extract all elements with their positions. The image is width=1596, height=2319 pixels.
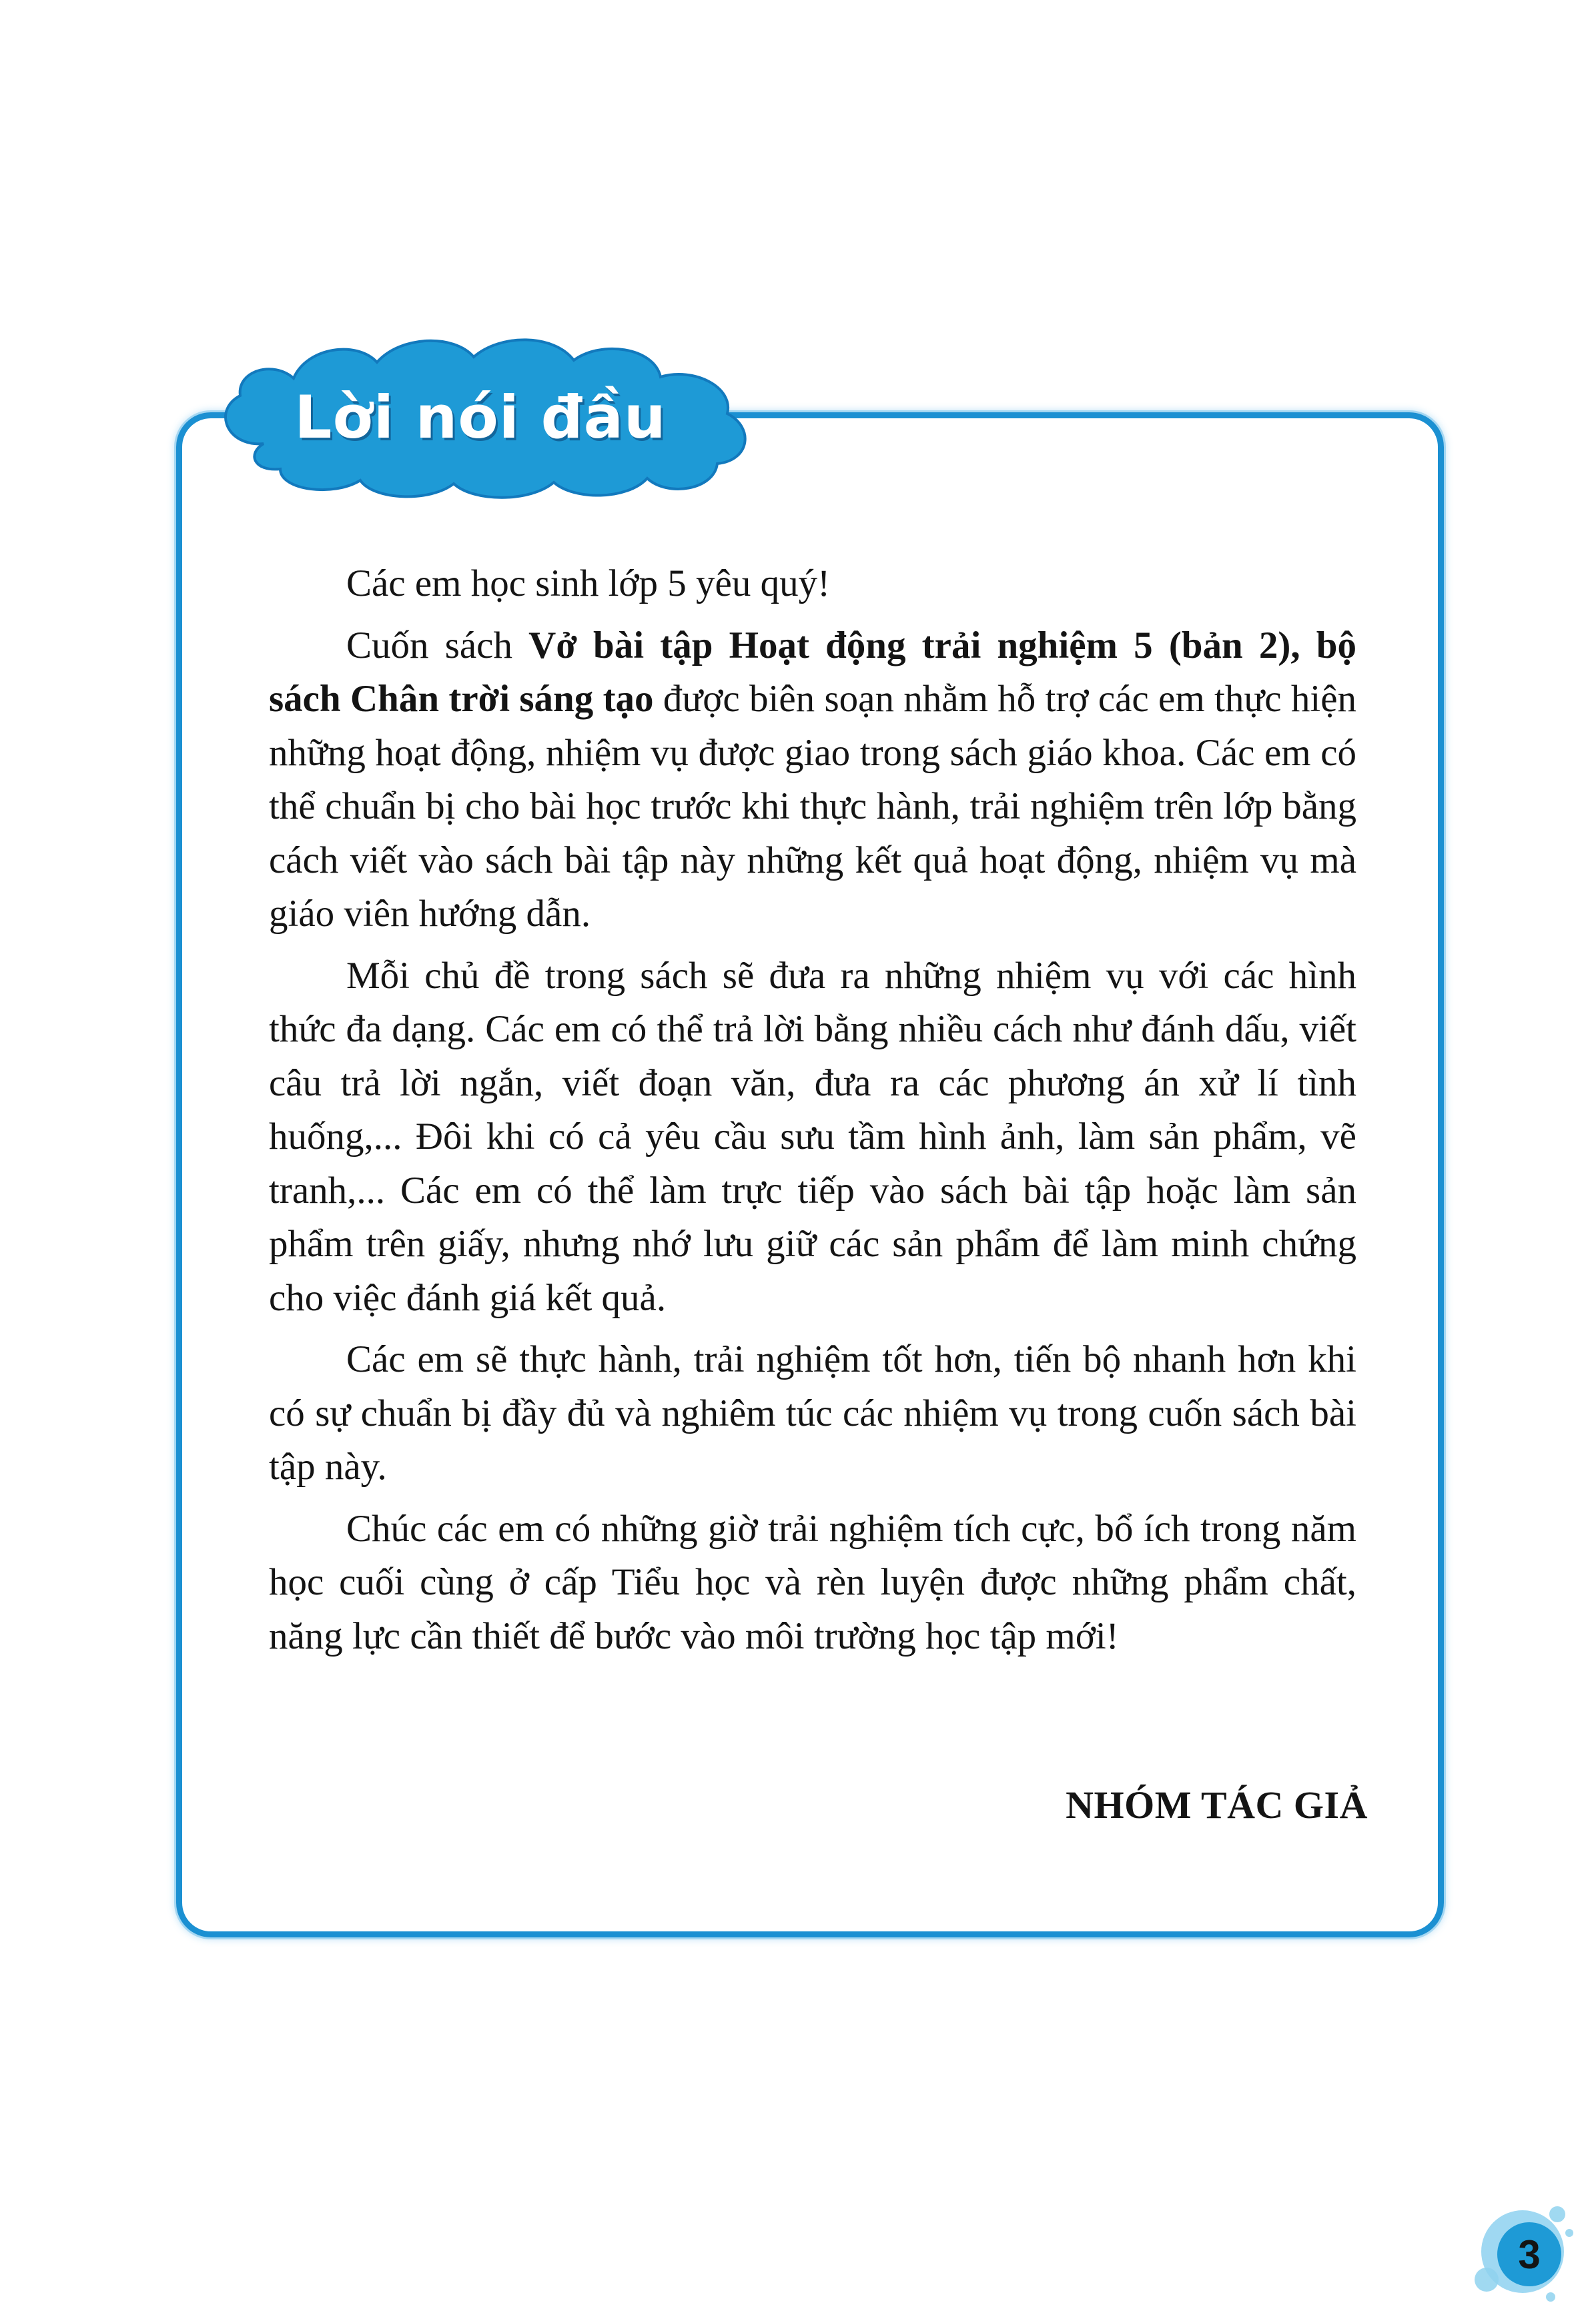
- letter-body: [269, 557, 1356, 1671]
- paragraph-4: Chúc các em có những giờ trải nghiệm tích cực, bổ ích trong năm học cuối cùng ở cấp Tiểu học và rèn luyện được những phẩm chất, năng lực cần thiết để bước vào môi trường học tập mới!: [269, 1507, 1356, 1657]
- paragraph-1-intro: Cuốn sách: [346, 624, 529, 666]
- greeting: Các em học sinh lớp 5 yêu quý!: [346, 562, 831, 604]
- title-cloud: [200, 330, 761, 500]
- paragraph-3: Các em sẽ thực hành, trải nghiệm tốt hơn, tiến bộ nhanh hơn khi có sự chuẩn bị đầy đủ và nghiêm túc các nhiệm vụ trong cuốn sách bài tập này.: [269, 1338, 1356, 1488]
- book-title: Vở bài tập Hoạt động trải nghiệm 5 (bản 2), bộ sách Chân trời sáng tạo: [269, 624, 1356, 720]
- page-number-badge: [1468, 2198, 1575, 2305]
- paragraph-2: Mỗi chủ đề trong sách sẽ đưa ra những nhiệm vụ với các hình thức đa dạng. Các em có thể trả lời bằng nhiều cách như đánh dấu, viết câu trả lời ngắn, viết đoạn văn, đưa ra các phương án xử lí tình huống,... Đôi khi có cả yêu cầu sưu tầm hình ảnh, làm sản phẩm, vẽ tranh,... Các em có thể làm trực tiếp vào sách bài tập hoặc làm sản phẩm trên giấy, nhưng nhớ lưu giữ các sản phẩm để làm minh chứng cho việc đánh giá kết quả.: [269, 954, 1356, 1319]
- paragraph-1: [269, 619, 1356, 941]
- author-signature: NHÓM TÁC GIẢ: [1066, 1783, 1368, 1827]
- paragraph-1-rest: được biên soạn nhằm hỗ trợ các em thực hiện những hoạt động, nhiệm vụ được giao trong sách giáo khoa. Các em có thể chuẩn bị cho bài học trước khi thực hành, trải nghiệm trên lớp bằng cách viết vào sách bài tập này những kết quả hoạt động, nhiệm vụ mà giáo viên hướng dẫn.: [269, 678, 1356, 935]
- page-title: Lời nói đầu: [294, 383, 667, 452]
- page-number: 3: [1518, 2232, 1541, 2277]
